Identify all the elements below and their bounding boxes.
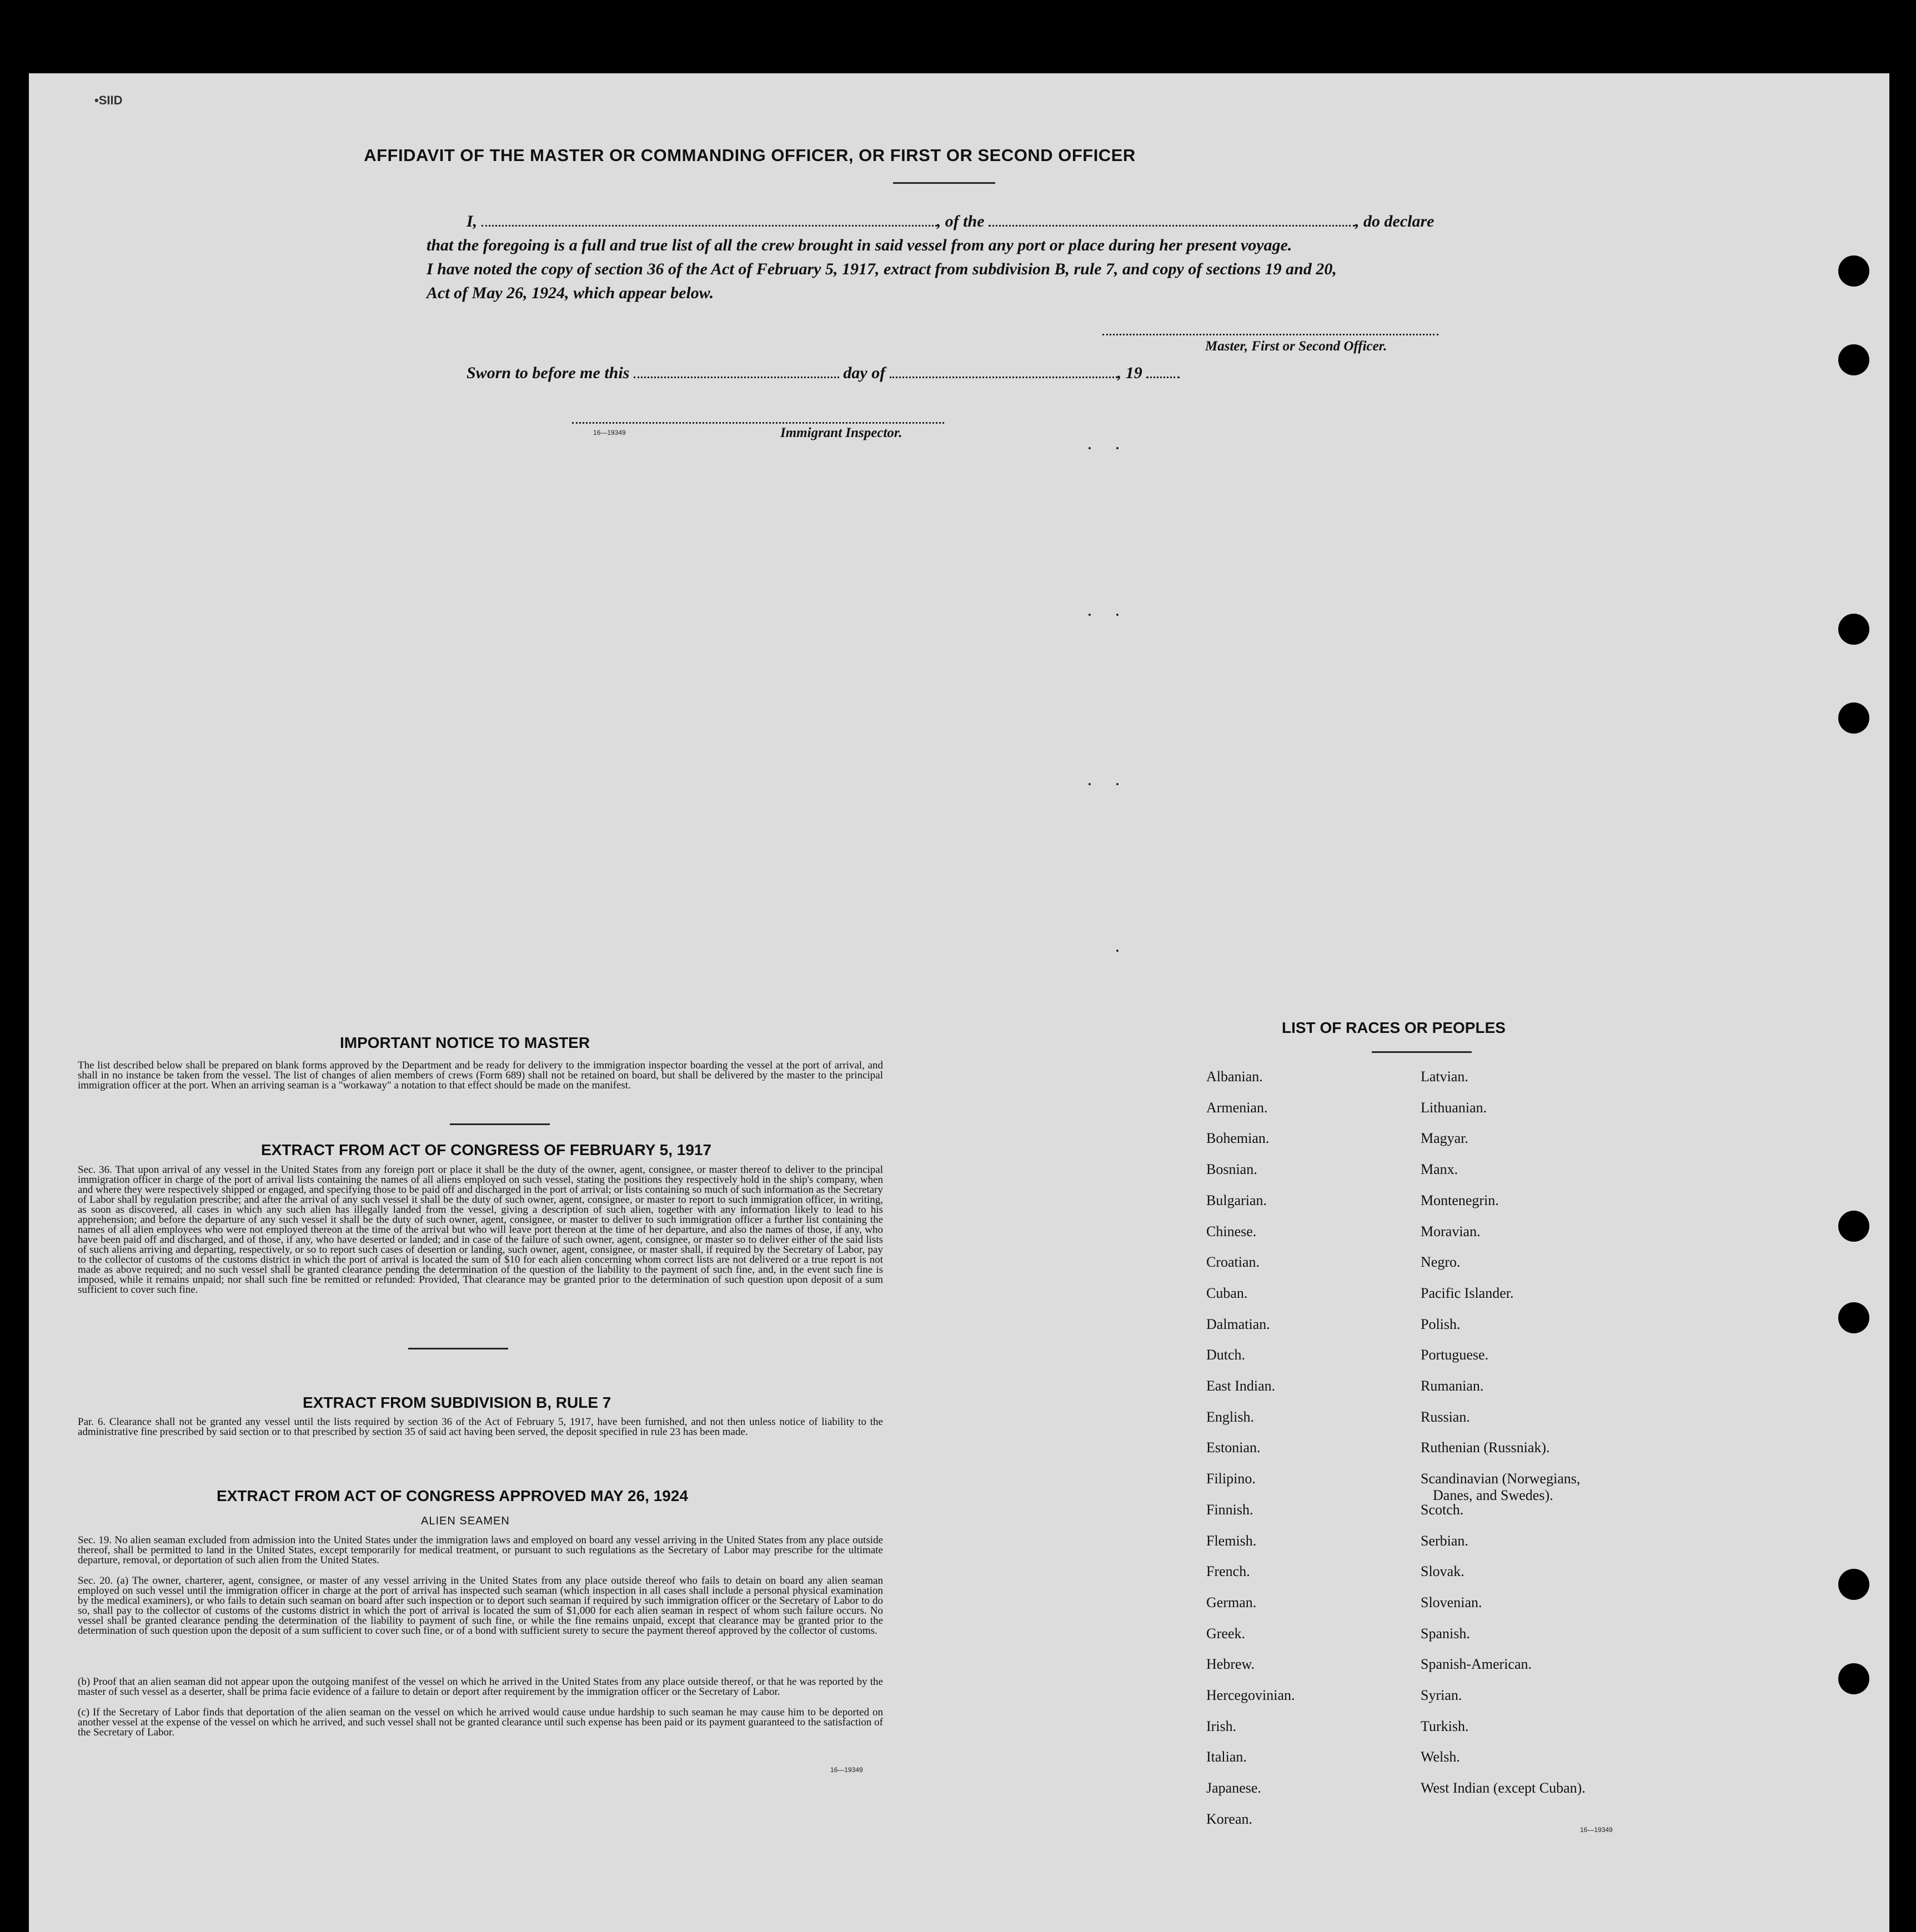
form-number-top: 16—19349 xyxy=(593,429,626,436)
binder-hole-icon xyxy=(1838,344,1869,375)
page-marker: •SIID xyxy=(94,93,123,107)
sec20a-body: Sec. 20. (a) The owner, charterer, agent, consignee, or master of any vessel arriving in the United States from any place outside thereof who fails to detain on board any alien seaman employed on such vessel until the immigration officer in charge at the port of arrival has inspected such seaman (which inspection in all cases shall include a personal physical examination by the medical examiners), or who fails to detain such seaman on board after such inspection or to deport such seaman if required by such immigration officer or the Secretary of Labor to do so, shall pay to the collector of customs of the customs district in which the port of arrival is located the sum of $1,000 for each alien seaman in respect of whom such failure occurs. No vessel shall be granted clearance pending the determination of the liability to payment of such fine, or while the fine remains unpaid, except that clearance may be granted prior to the determination of such question upon the deposit of a sum sufficient to cover such fine, or of a bond with sufficient surety to secure the payment thereof approved by the collector of customs. xyxy=(78,1575,883,1637)
notice-body: The list described below shall be prepared on blank forms approved by the Department and be ready for delivery to the immigration inspector boarding the vessel at the port of arrival, and shall in no instance be taken from the vessel. The list of changes of alien members of crews (Form 689) shall not be retained on board, but shall be delivered by the master to the principal immigration officer at the port. When an arriving seaman is a "workaway" a notation to that effect should be made on the manifest. xyxy=(78,1060,883,1091)
race-item: Finnish. xyxy=(1206,1501,1253,1518)
binder-hole-icon xyxy=(1838,255,1869,287)
sec20b-body: (b) Proof that an alien seaman did not appear upon the outgoing manifest of the vessel on which he arrived in the United States from any place outside thereof, or that he was reported by the master of such vessel as a deserter, shall be prima facie evidence of a failure to detain or deport after requirement by the immigration officer or the Secretary of Labor. xyxy=(78,1676,883,1698)
bleed-dot xyxy=(1089,447,1091,449)
race-item: Latvian. xyxy=(1421,1068,1468,1085)
rule7-heading: EXTRACT FROM SUBDIVISION B, RULE 7 xyxy=(303,1394,611,1411)
affidavit-title: AFFIDAVIT OF THE MASTER OR COMMANDING OFFICER, OR FIRST OR SECOND OFFICER xyxy=(364,145,1136,165)
declarant-name-field[interactable] xyxy=(481,213,937,227)
bleed-dot xyxy=(1116,783,1118,785)
extract-1917-divider xyxy=(408,1348,508,1349)
race-item: Italian. xyxy=(1206,1749,1247,1765)
signature-label: Master, First or Second Officer. xyxy=(1205,339,1387,354)
declaration-of-the: , of the xyxy=(936,212,985,230)
sec20c-body: (c) If the Secretary of Labor finds that deportation of the alien seaman on the vessel on which he arrived would cause undue hardship to such seaman he may cause him to be deported on another vessel at the expense of the vessel on which he arrived, and such vessel shall not be granted clearance until such expense has been paid or its payment guaranteed to the satisfaction of the Secretary of Labor. xyxy=(78,1707,883,1738)
declaration-do-declare: , do declare xyxy=(1355,212,1435,230)
races-divider xyxy=(1372,1051,1472,1053)
notice-heading: IMPORTANT NOTICE TO MASTER xyxy=(340,1034,590,1051)
race-item: Filipino. xyxy=(1206,1471,1256,1487)
race-item: Syrian. xyxy=(1421,1687,1462,1703)
race-item: Serbian. xyxy=(1421,1532,1468,1549)
binder-hole-icon xyxy=(1838,1302,1869,1333)
form-number-bottom-left: 16—19349 xyxy=(830,1766,863,1774)
sworn-day-field[interactable] xyxy=(634,364,839,378)
declaration-i: I, xyxy=(467,212,478,230)
bleed-dot xyxy=(1116,447,1118,449)
race-item: Scandinavian (Norwegians, xyxy=(1421,1471,1581,1487)
binder-hole-icon xyxy=(1838,1211,1869,1242)
form-number-bottom-right: 16—19349 xyxy=(1580,1826,1613,1834)
race-item: Flemish. xyxy=(1206,1532,1257,1549)
race-item: Polish. xyxy=(1421,1316,1461,1332)
race-item: Magyar. xyxy=(1421,1130,1468,1147)
vessel-name-field[interactable] xyxy=(989,213,1355,227)
rule7-body: Par. 6. Clearance shall not be granted any vessel until the lists required by section 36 of the Act of February 5, 1917, have been furnished, and not then unless notice of liability to the administrative fine prescribed by said section or to that prescribed by section 35 of said act having been served, the deposit specified in rule 23 has been made. xyxy=(78,1416,883,1438)
race-item: Negro. xyxy=(1421,1254,1461,1271)
extract-1924-heading: EXTRACT FROM ACT OF CONGRESS APPROVED MAY 26, 1924 xyxy=(217,1487,688,1504)
race-item: Estonian. xyxy=(1206,1439,1261,1456)
race-item: Bohemian. xyxy=(1206,1130,1270,1147)
binder-hole-icon xyxy=(1838,1569,1869,1600)
extract-1917-heading: EXTRACT FROM ACT OF CONGRESS OF FEBRUARY 5, 1917 xyxy=(261,1141,712,1158)
race-item: Japanese. xyxy=(1206,1780,1261,1796)
race-item: Dutch. xyxy=(1206,1347,1246,1363)
binder-hole-icon xyxy=(1838,702,1869,734)
race-item: Turkish. xyxy=(1421,1718,1469,1734)
race-item: Scotch. xyxy=(1421,1501,1464,1518)
form-sheet xyxy=(29,73,1889,1932)
race-item: Korean. xyxy=(1206,1810,1253,1827)
extract-1917-body: Sec. 36. That upon arrival of any vessel in the United States from any foreign port or place it shall be the duty of the owner, agent, consignee, or master thereof to deliver to the principal immigration officer in charge of the port of arrival lists containing the names of all aliens employed on such vessel, stating the positions they respectively hold in the ship's company, when and where they were respectively shipped or engaged, and specifying those to be paid off and discharged in the port of arrival; or lists containing so much of such information as the Secretary of Labor shall by regulation prescribe; and after the arrival of any such vessel it shall be the duty of such owner, agent, consignee, or master to report to such immigration officer, in writing, as soon as discovered, all cases in which any such alien has illegally landed from the vessel, giving a description of such alien, together with any information likely to lead to his apprehension; and before the departure of any such vessel it shall be the duty of such owner, agent, consignee, or master to deliver to such immigration officer a further list containing the names of all alien employees who were not employed thereon at the time of the arrival but who will leave port thereon at the time of her departure, and also the names of those, if any, who have been paid off and discharged, and of those, if any, who have deserted or landed; and in case of the failure of such owner, agent, consignee, or master so to deliver either of the said lists of such aliens arriving and departing, respectively, or so to report such cases of desertion or landing, such owner, agent, consignee, or master shall, if required by the Secretary of Labor, pay to the collector of customs of the customs district in which the port of arrival is located the sum of $10 for each alien concerning whom correct lists are not delivered or a true report is not made as above required; and no such vessel shall be granted clearance pending the determination of the question of the liability to the payment of such fine, and, in the event such fine is imposed, while it remains unpaid; nor shall such fine be remitted or refunded: Provided, That clearance may be granted prior to the determination of such question upon deposit of a sum sufficient to cover such fine. xyxy=(78,1164,883,1296)
race-item: Hercegovinian. xyxy=(1206,1687,1295,1703)
bleed-dot xyxy=(1116,950,1118,952)
race-item: Bosnian. xyxy=(1206,1161,1257,1178)
race-item: Spanish-American. xyxy=(1421,1656,1532,1673)
race-item: Albanian. xyxy=(1206,1068,1263,1085)
sworn-day-of: day of xyxy=(843,364,886,382)
declaration-line-4: Act of May 26, 1924, which appear below. xyxy=(427,284,714,302)
sworn-month-field[interactable] xyxy=(890,364,1117,378)
inspector-label: Immigrant Inspector. xyxy=(780,425,902,440)
race-item: East Indian. xyxy=(1206,1378,1276,1394)
races-heading: LIST OF RACES OR PEOPLES xyxy=(1282,1019,1506,1036)
declaration-line-2: that the foregoing is a full and true list of all the crew brought in said vessel from any port or place during her present voyage. xyxy=(427,236,1292,254)
race-item: Irish. xyxy=(1206,1718,1237,1734)
binder-hole-icon xyxy=(1838,614,1869,645)
declaration-line-3: I have noted the copy of section 36 of the Act of February 5, 1917, extract from subdivision B, rule 7, and copy of sections 19 and 20, xyxy=(427,260,1337,278)
sworn-year-prefix: , 19 xyxy=(1117,364,1142,382)
race-item: Welsh. xyxy=(1421,1749,1460,1765)
race-item: Dalmatian. xyxy=(1206,1316,1270,1332)
signature-line[interactable] xyxy=(1102,334,1438,335)
title-underline xyxy=(893,182,995,184)
bleed-dot xyxy=(1089,783,1091,785)
race-item: West Indian (except Cuban). xyxy=(1421,1780,1586,1796)
race-item: Bulgarian. xyxy=(1206,1192,1267,1208)
race-item: Croatian. xyxy=(1206,1254,1260,1271)
race-item: Armenian. xyxy=(1206,1099,1268,1116)
notice-divider xyxy=(450,1123,550,1125)
declaration-line-1 xyxy=(467,212,1434,231)
race-item: Spanish. xyxy=(1421,1625,1470,1642)
race-item: Ruthenian (Russniak). xyxy=(1421,1439,1550,1456)
sworn-text: Sworn to before me this xyxy=(467,364,630,382)
race-item: Rumanian. xyxy=(1421,1378,1484,1394)
race-item: Slovenian. xyxy=(1421,1594,1482,1610)
race-item: Moravian. xyxy=(1421,1223,1481,1240)
bleed-dot xyxy=(1116,614,1118,616)
inspector-signature-line[interactable] xyxy=(572,422,944,424)
race-item: Manx. xyxy=(1421,1161,1458,1178)
race-item: Montenegrin. xyxy=(1421,1192,1499,1208)
binder-hole-icon xyxy=(1838,1663,1869,1694)
race-item: Cuban. xyxy=(1206,1284,1248,1301)
sec19-body: Sec. 19. No alien seaman excluded from admission into the United States under the immigration laws and employed on board any vessel arriving in the United States from any place outside thereof, shall be permitted to land in the United States, except temporarily for medical treatment, or pursuant to such regulations as the Secretary of Labor may prescribe for the ultimate departure, removal, or deportation of such alien from the United States. xyxy=(78,1534,883,1566)
race-item: Portuguese. xyxy=(1421,1347,1489,1363)
race-item: Lithuanian. xyxy=(1421,1099,1487,1116)
race-item: Russian. xyxy=(1421,1408,1470,1425)
race-item: German. xyxy=(1206,1594,1257,1610)
race-item: English. xyxy=(1206,1408,1254,1425)
race-item: Greek. xyxy=(1206,1625,1246,1642)
race-item: Danes, and Swedes). xyxy=(1433,1487,1553,1504)
race-item: French. xyxy=(1206,1563,1250,1580)
race-item: Slovak. xyxy=(1421,1563,1464,1580)
race-item: Hebrew. xyxy=(1206,1656,1255,1673)
sworn-line xyxy=(467,364,1180,383)
race-item: Chinese. xyxy=(1206,1223,1257,1240)
bleed-dot xyxy=(1089,614,1091,616)
alien-seamen-subheading: ALIEN SEAMEN xyxy=(421,1515,510,1527)
race-item: Pacific Islander. xyxy=(1421,1284,1514,1301)
sworn-year-field[interactable] xyxy=(1146,364,1180,378)
